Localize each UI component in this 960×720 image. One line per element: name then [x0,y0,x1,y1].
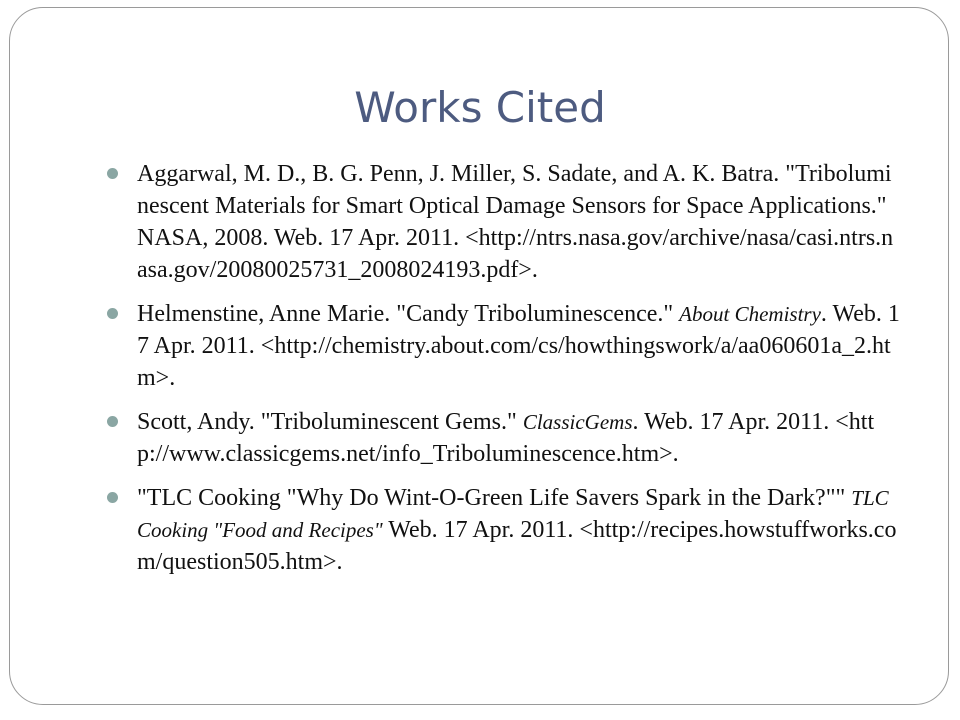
citation-text: Aggarwal, M. D., B. G. Penn, J. Miller, S. Sadate, and A. K. Batra. "Triboluminescent Materials for Smart Optical Damage Sensors for Space Applications." NASA, 2008. Web. 17 Apr. 2011. <http://ntrs.nasa.gov/archive/nasa/casi.ntrs.nasa.gov/20080025731_2008024193.pdf>. [137,161,894,283]
citation-text: "TLC Cooking "Why Do Wint-O-Green Life Savers Spark in the Dark?"" [137,485,852,511]
bullet-icon [107,416,118,427]
citation-text-continued: . Web. 17 Apr. 2011. <http://www.classicgems.net/info_Triboluminescence.htm>. [137,409,875,467]
citation-text: Scott, Andy. "Triboluminescent Gems." [137,409,523,435]
bullet-icon [107,308,118,319]
citation-item [103,298,903,394]
works-cited-list [103,158,903,590]
bullet-icon [107,492,118,503]
citation-text-continued: . Web. 17 Apr. 2011. <http://chemistry.about.com/cs/howthingswork/a/aa060601a_2.htm>. [137,301,900,391]
bullet-icon [107,168,118,179]
page-title: Works Cited [354,83,606,132]
citation-source-title: About Chemistry [679,302,821,326]
citation-source-title: TLC Cooking "Food and Recipes" [137,486,889,542]
citation-text-continued: Web. 17 Apr. 2011. <http://recipes.howstuffworks.com/question505.htm>. [137,517,897,575]
citation-text: Helmenstine, Anne Marie. "Candy Triboluminescence." [137,301,680,327]
citation-item [103,406,903,470]
citation-source-title: ClassicGems [522,410,633,434]
citation-item [103,482,903,578]
citation-item [103,158,903,286]
